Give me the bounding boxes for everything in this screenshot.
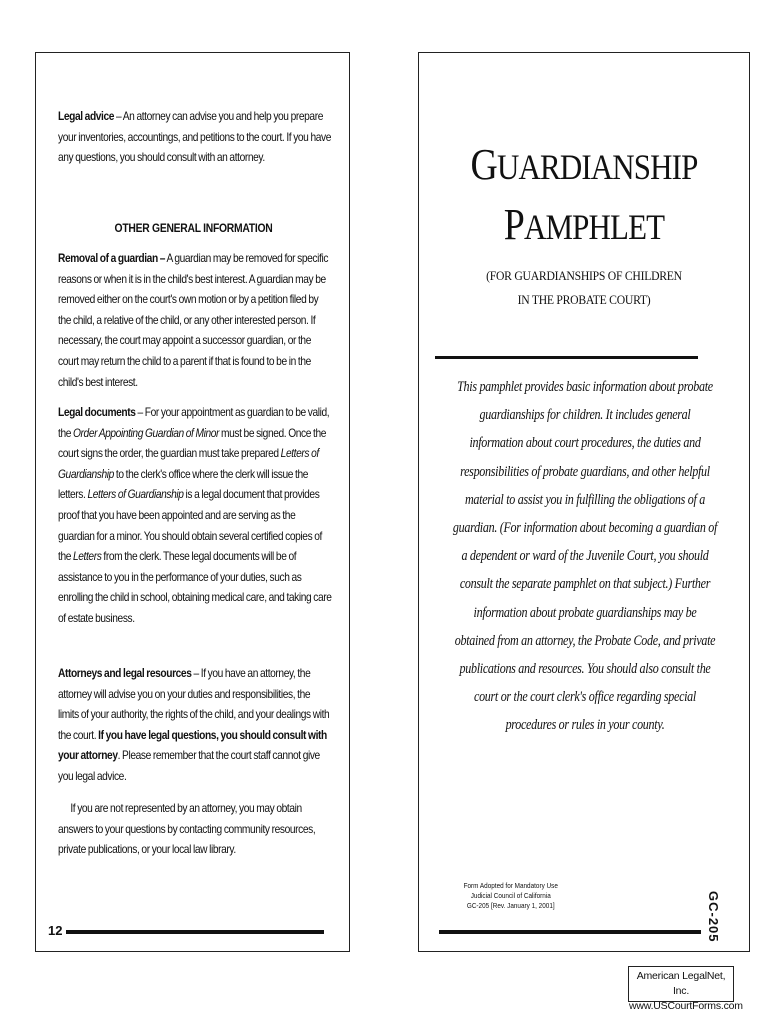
attorneys-paragraph (58, 664, 333, 788)
legal-advice-text: – An attorney can advise you and help you prepare your inventories, accountings, and petitions to the court. If you have any questions, you should consult with an attorney. (58, 110, 332, 165)
removal-text: A guardian may be removed for specific reasons or when it is in the child's best interest. A guardian may be removed either on the court's own motion or by a petition filed by the child, a relative of the child, or any other interested person. If necessary, the court may appoint a successor guardian, or the court may return the child to a parent if that is found to be in the child's best interest. (58, 252, 329, 389)
left-page (35, 52, 350, 952)
branding-box (628, 966, 743, 1012)
subtitle-line-1: (FOR GUARDIANSHIPS OF CHILDREN (486, 268, 682, 283)
legal-documents-text-1: – For your appointment as guardian to be valid, the (58, 406, 330, 440)
branding-company: American LegalNet, Inc. (636, 970, 726, 997)
form-info-line-1: Form Adopted for Mandatory Use (463, 881, 558, 890)
legal-documents-text-4: is a legal document that provides proof that you have been appointed and are serving as the guardian for a minor. You should obtain several certified copies of the (58, 488, 322, 564)
right-page (418, 52, 750, 952)
legal-advice-paragraph (58, 107, 333, 169)
form-code: GC-205 (706, 891, 721, 943)
footer-rule-left (66, 930, 324, 934)
not-represented-paragraph: If you are not represented by an attorney, you may obtain answers to your questions by contacting community resources, private publications, or your local law library. (58, 802, 316, 857)
section-heading: OTHER GENERAL INFORMATION (114, 223, 273, 235)
form-info-line-3: GC-205 [Rev. January 1, 2001] (466, 901, 555, 910)
subtitle-line-2: IN THE PROBATE COURT) (517, 292, 651, 307)
letters-title-2: Letters of Guardianship (87, 488, 184, 502)
legal-documents-term: Legal documents (58, 406, 136, 419)
removal-paragraph (58, 249, 333, 393)
title-initial-g: G (470, 140, 498, 189)
order-appointing-title: Order Appointing Guardian of Minor (73, 426, 220, 440)
attorneys-term: Attorneys and legal resources (58, 667, 192, 680)
title-rest-1: UARDIANSHIP (497, 147, 698, 187)
letters-title-3: Letters (73, 550, 102, 564)
form-info (447, 881, 575, 911)
legal-documents-text-5: from the clerk. These legal documents will be of assistance to you in the performance of your duties, such as enrolling the child in school, obtaining medical care, and taking care of estate business. (58, 550, 332, 625)
page-number: 12 (48, 923, 63, 938)
legal-documents-text-3: to the clerk's office where the clerk will issue the letters. (58, 467, 309, 502)
removal-term: Removal of a guardian – (58, 252, 166, 265)
footer-rule-right (439, 930, 701, 934)
title-line-1 (442, 139, 726, 190)
attorneys-text-1: – If you have an attorney, the attorney will advise you on your duties and responsibilities, the limits of your authority, the rights of the child, and your dealings with the court. (58, 667, 330, 742)
intro-paragraph: This pamphlet provides basic information about probate guardianships for children. It includes general information about court procedures, the duties and responsibilities of probate guardians, and other helpful material to assist you in fulfilling the obligations of a guardian. (For information about becoming a guardian of a dependent or ward of the Juvenile Court, you should consult the separate pamphlet on that subject.) Further information about probate guardianships may be obtained from an attorney, the Probate Code, and private publications and resources. You should also consult the court or the court clerk's office regarding special procedures or rules in your county. (452, 379, 718, 734)
legal-documents-text-2: must be signed. Once the court signs the order, the guardian must take prepared (58, 426, 327, 461)
title-initial-p: P (503, 200, 525, 249)
letters-title-1: Letters of Guardianship (58, 447, 319, 481)
form-info-line-2: Judicial Council of California (470, 891, 551, 900)
legal-advice-term: Legal advice (58, 110, 115, 123)
attorneys-text-2: . Please remember that the court staff cannot give you legal advice. (58, 749, 320, 783)
legal-documents-paragraph (58, 403, 333, 630)
title-line-2 (442, 199, 726, 250)
attorneys-bold-advice: If you have legal questions, you should consult with your attorney (58, 728, 327, 763)
title-rest-2: AMPHLET (524, 207, 665, 247)
branding-url[interactable]: www.USCourtForms.com (629, 1000, 743, 1012)
title-rule (435, 356, 698, 359)
